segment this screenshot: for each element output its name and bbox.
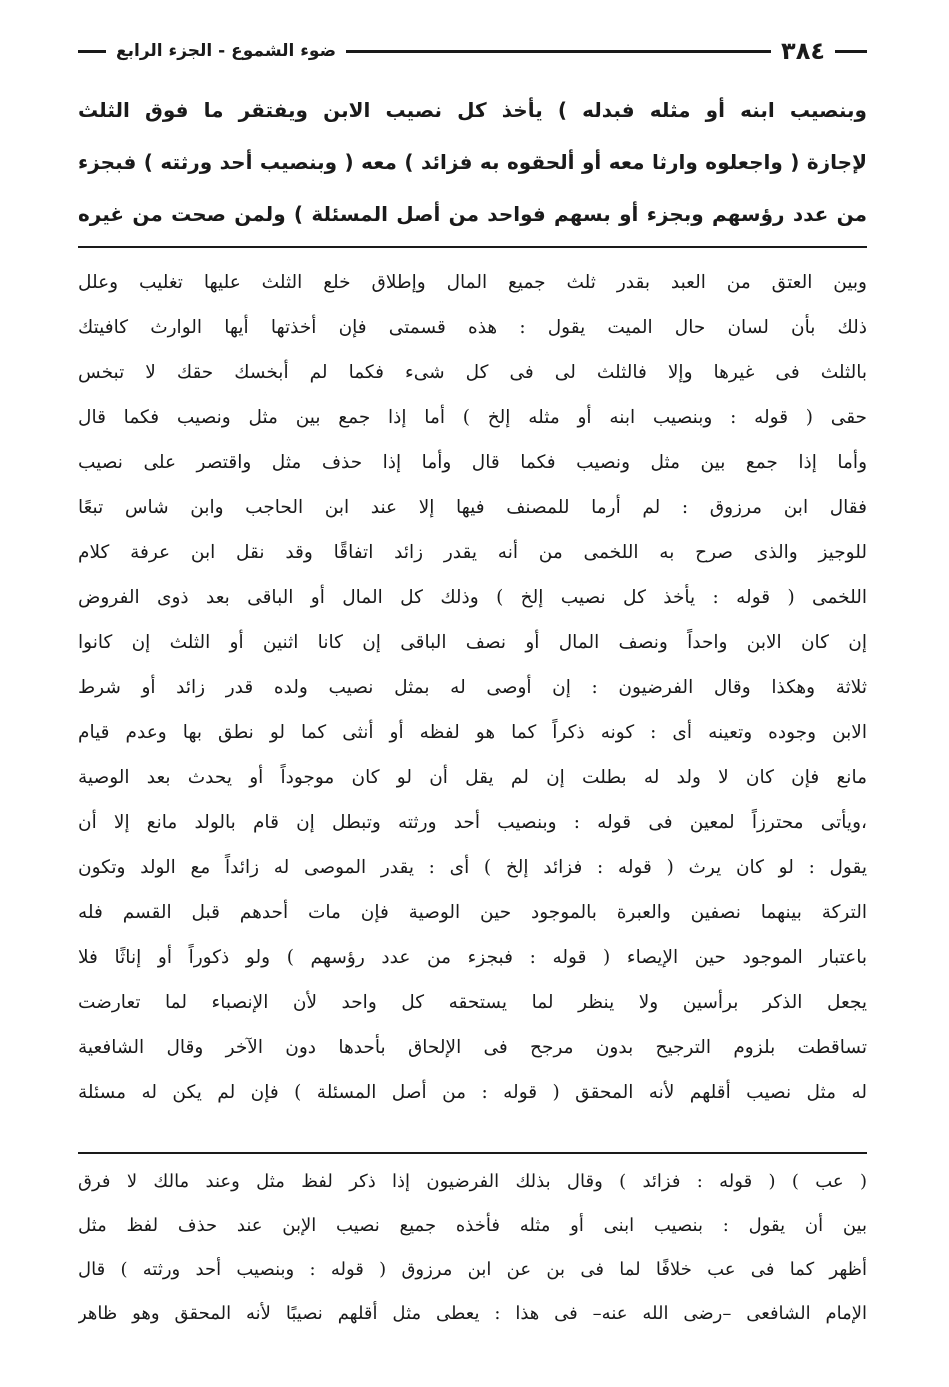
commentary-line: له مثل نصيب أقلهم لأنه المحقق ( قوله : من أصل المسئلة ) فإن لم يكن له مسئلة <box>78 1082 867 1103</box>
commentary-line: يجعل الذكر برأسين ولا ينظر لما يستحقه كل واحد لأن الإنصباء لما تعارضت <box>78 992 867 1013</box>
matn-line: لإجازة ( واجعلوه وارثا معه أو ألحقوه به فزائد ) معه ( وبنصيب أحد ورثته ) فبجزء <box>78 150 867 174</box>
commentary-line: اللخمى ( قوله : يأخذ كل نصيب إلخ ) وذلك كل المال أو الباقى بعد ذوى الفروض <box>78 587 867 608</box>
page-number: ٣٨٤ <box>781 37 825 65</box>
commentary-line: تساقطت بلزوم الترجيح بدون مرجح فى الإلحاق بأحدها دون الآخر وقال الشافعية <box>78 1037 867 1058</box>
matn-divider <box>78 246 867 248</box>
footnote-line: أظهر كما فى عب خلافًا لما فى بن عن ابن مرزوق ( قوله : وبنصيب أحد ورثته ) قال <box>78 1259 867 1280</box>
commentary-text <box>78 260 867 1115</box>
commentary-line: ذلك بأن لسان حال الميت يقول : هذه قسمتى فإن أخذتها أيها الوارث كافيتك <box>78 317 867 338</box>
footnote-line: بين أن يقول : بنصيب ابنى أو مثله فأخذه جميع نصيب الإبن عند حذف لفظ مثل <box>78 1215 867 1236</box>
commentary-line: مانع فإن كان لا ولد له بطلت إن لم يقل أن لو كان موجوداً أو يحدث بعد الوصية <box>78 767 867 788</box>
commentary-line: للوجيز والذى صرح به اللخمى من أنه يقدر زائد اتفاقًا وقد نقل ابن عرفة كلام <box>78 542 867 563</box>
commentary-line: وبين العتق من العبد بقدر ثلث جميع المال وإطلاق خلع الثلث عليها تغليب وعلل <box>78 272 867 293</box>
commentary-line: فقال ابن مرزوق : لم أرما للمصنف فيها إلا عند ابن الحاجب وابن شاس تبعًا <box>78 497 867 518</box>
header-dash-right <box>835 50 867 53</box>
footnote-line: الإمام الشافعى –رضى الله عنه– فى هذا : يعطى مثل أقلهم نصيبًا لأنه المحقق وهو ظاهر <box>78 1303 867 1324</box>
commentary-line: إن كان الابن واحداً ونصف المال أو نصف الباقى إن كانا اثنين أو الثلث إن كانوا <box>78 632 867 653</box>
header-dash-left <box>78 50 106 53</box>
commentary-line: الابن وجوده وتعينه أى : كونه ذكراً كما هو لفظه أو أنثى كما لو نطق بها وعدم قيام <box>78 722 867 743</box>
running-header <box>78 36 867 66</box>
commentary-line: حقى ( قوله : وبنصيب ابنه أو مثله إلخ ) أما إذا جمع بين مثل ونصيب فكما قال <box>78 407 867 428</box>
header-rule <box>346 50 771 53</box>
matn-line: من عدد رؤسهم وبجزء أو بسهم فواحد من أصل المسئلة ) ولمن صحت من غيره <box>78 202 867 226</box>
footnote-line: ( عب ) ( قوله : فزائد ) وقال بذلك الفرضيون إذا ذكر لفظ مثل وعند مالك لا فرق <box>78 1171 867 1192</box>
commentary-line: باعتبار الموجود حين الإيصاء ( قوله : فبجزء من عدد رؤسهم ) ولو ذكوراً أو إناثًا فلا <box>78 947 867 968</box>
matn-text <box>78 84 867 240</box>
commentary-line: بالثلث فى غيرها وإلا فالثلث لى فى كل شىء فكما لم أبخسك حقك لا تبخس <box>78 362 867 383</box>
commentary-line: التركة بينهما نصفين والعبرة بالموجود حين الوصية فإن مات أحدهم قبل القسم فله <box>78 902 867 923</box>
book-title: ضوء الشموع - الجزء الرابع <box>116 41 337 61</box>
commentary-line: ،ويأتى محترزاً لمعين فى قوله : وبنصيب أحد ورثته وتبطل إن قام بالولد مانع إلا أن <box>78 812 867 833</box>
matn-line: وبنصيب ابنه أو مثله فبدله ) يأخذ كل نصيب الابن ويفتقر ما فوق الثلث <box>78 98 867 122</box>
footnotes-text <box>78 1160 867 1336</box>
commentary-line: يقول : لو كان يرث ( قوله : فزائد إلخ ) أى : يقدر الموصى له زائداً مع الولد وتكون <box>78 857 867 878</box>
commentary-line: وأما إذا جمع بين مثل ونصيب فكما قال وأما إذا حذف مثل واقتصر على نصيب <box>78 452 867 473</box>
footnote-divider <box>78 1152 867 1154</box>
commentary-line: ثلاثة وهكذا وقال الفرضيون : إن أوصى له بمثل نصيب ولده قدر زائد أو شرط <box>78 677 867 698</box>
